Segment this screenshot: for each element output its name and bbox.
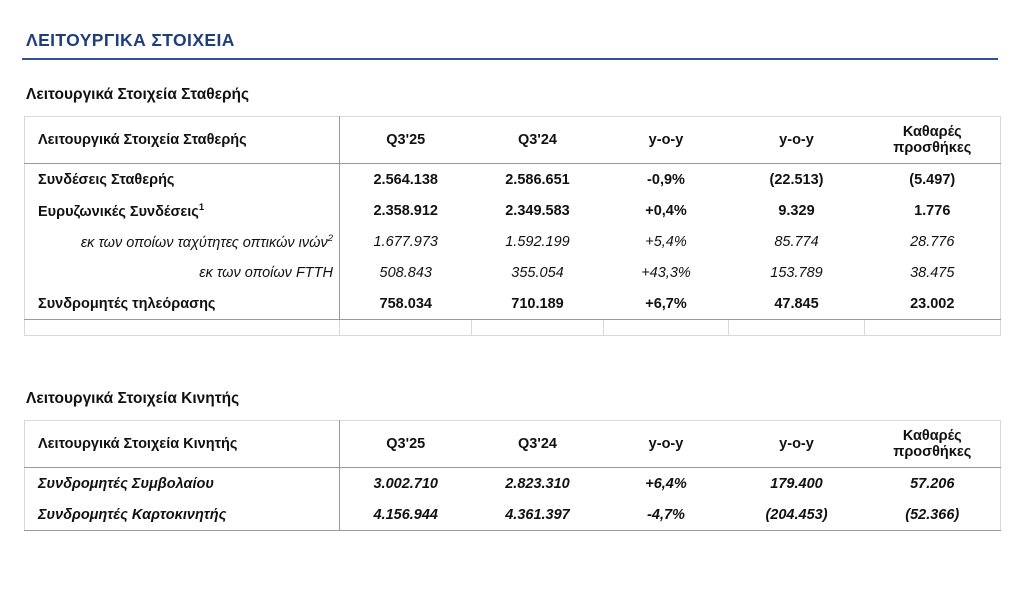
column-header-q325: Q3'25 bbox=[340, 421, 472, 468]
row-value-q325: 3.002.710 bbox=[373, 475, 438, 492]
column-header-yoy-abs: y-o-y bbox=[729, 421, 865, 468]
row-value-yoy-abs: 153.789 bbox=[770, 264, 823, 281]
page-title: ΛΕΙΤΟΥΡΓΙΚΑ ΣΤΟΙΧΕΙΑ bbox=[26, 30, 235, 50]
column-header-q324: Q3'24 bbox=[472, 421, 604, 468]
row-value-yoy-abs: (204.453) bbox=[729, 499, 865, 531]
column-header-q324: Q3'24 bbox=[472, 117, 604, 164]
column-header-label: Λειτουργικά Στοιχεία Σταθερής bbox=[25, 117, 340, 164]
row-value-yoy-abs: 47.845 bbox=[729, 288, 865, 320]
fixed-line-operational-table bbox=[24, 116, 1001, 336]
table-header-row bbox=[25, 117, 1001, 164]
table-row bbox=[25, 499, 1001, 531]
column-header-net-adds-line2: προσθήκες bbox=[893, 444, 972, 460]
row-value-yoy-pct: -0,9% bbox=[647, 171, 685, 188]
row-value-q324: 2.349.583 bbox=[505, 202, 570, 219]
row-label bbox=[25, 226, 340, 257]
row-value-yoy-pct: +6,7% bbox=[604, 288, 729, 320]
row-value-net-adds: (52.366) bbox=[865, 499, 1001, 531]
table-header-row bbox=[25, 421, 1001, 468]
row-value-q325: 508.843 bbox=[379, 264, 432, 281]
row-label: Συνδέσεις Σταθερής bbox=[25, 164, 340, 196]
row-value-q325: 2.358.912 bbox=[373, 202, 438, 219]
row-value-net-adds: 28.776 bbox=[865, 226, 1001, 257]
row-label bbox=[25, 195, 340, 226]
row-value-q324: 2.586.651 bbox=[505, 171, 570, 188]
row-value-q324: 355.054 bbox=[511, 264, 564, 281]
row-label: Συνδρομητές Συμβολαίου bbox=[25, 468, 340, 500]
row-label: εκ των οποίων FTTH bbox=[25, 257, 340, 288]
row-value-q325: 1.677.973 bbox=[373, 233, 438, 250]
row-value-yoy-pct: +6,4% bbox=[645, 475, 687, 492]
row-value-net-adds: 38.475 bbox=[865, 257, 1001, 288]
row-value-q324: 4.361.397 bbox=[472, 499, 604, 531]
table-row bbox=[25, 468, 1001, 500]
row-value-yoy-pct: +43,3% bbox=[641, 264, 691, 281]
section-heading-mobile: Λειτουργικά Στοιχεία Κινητής bbox=[26, 390, 240, 407]
row-label: Συνδρομητές τηλεόρασης bbox=[25, 288, 340, 320]
row-value-yoy-abs: (22.513) bbox=[769, 171, 824, 188]
row-label-text: Ευρυζωνικές Συνδέσεις bbox=[38, 203, 199, 220]
column-header-label: Λειτουργικά Στοιχεία Κινητής bbox=[25, 421, 340, 468]
column-header-net-adds-line1: Καθαρές bbox=[902, 427, 962, 444]
table-row bbox=[25, 226, 1001, 257]
row-value-q325: 4.156.944 bbox=[340, 499, 472, 531]
footnote-marker: 2 bbox=[327, 232, 333, 244]
row-value-q324: 1.592.199 bbox=[505, 233, 570, 250]
column-header-net-adds bbox=[865, 117, 1001, 164]
row-value-net-adds: 23.002 bbox=[865, 288, 1001, 320]
title-divider bbox=[22, 58, 998, 60]
table-row bbox=[25, 288, 1001, 320]
table-row bbox=[25, 195, 1001, 226]
row-value-q324: 2.823.310 bbox=[505, 475, 570, 492]
footnote-marker: 1 bbox=[198, 201, 205, 213]
row-value-yoy-pct: -4,7% bbox=[604, 499, 729, 531]
row-value-yoy-abs: 9.329 bbox=[778, 202, 815, 219]
column-header-net-adds bbox=[865, 421, 1001, 468]
row-label: Συνδρομητές Καρτοκινητής bbox=[25, 499, 340, 531]
column-header-net-adds-line2: προσθήκες bbox=[893, 140, 972, 156]
row-value-q324: 710.189 bbox=[472, 288, 604, 320]
row-label-text: εκ των οποίων ταχύτητες οπτικών ινών bbox=[80, 234, 328, 251]
column-header-yoy-pct: y-o-y bbox=[604, 117, 729, 164]
row-value-yoy-abs: 179.400 bbox=[770, 475, 823, 492]
row-value-net-adds: 1.776 bbox=[865, 195, 1001, 226]
table-row bbox=[25, 164, 1001, 196]
table-row bbox=[25, 257, 1001, 288]
row-value-yoy-pct: +5,4% bbox=[645, 233, 687, 250]
row-value-net-adds: (5.497) bbox=[865, 164, 1001, 196]
section-heading-fixed: Λειτουργικά Στοιχεία Σταθερής bbox=[26, 86, 250, 103]
mobile-operational-table bbox=[24, 420, 1001, 531]
column-header-yoy-abs: y-o-y bbox=[729, 117, 865, 164]
table-footer-spacer bbox=[25, 320, 1001, 336]
row-value-q325: 758.034 bbox=[340, 288, 472, 320]
row-value-q325: 2.564.138 bbox=[373, 171, 438, 188]
column-header-q325: Q3'25 bbox=[340, 117, 472, 164]
row-value-yoy-pct: +0,4% bbox=[645, 202, 687, 219]
row-value-net-adds: 57.206 bbox=[865, 468, 1001, 500]
column-header-net-adds-line1: Καθαρές bbox=[902, 123, 962, 140]
column-header-yoy-pct: y-o-y bbox=[604, 421, 729, 468]
row-value-yoy-abs: 85.774 bbox=[774, 233, 819, 250]
